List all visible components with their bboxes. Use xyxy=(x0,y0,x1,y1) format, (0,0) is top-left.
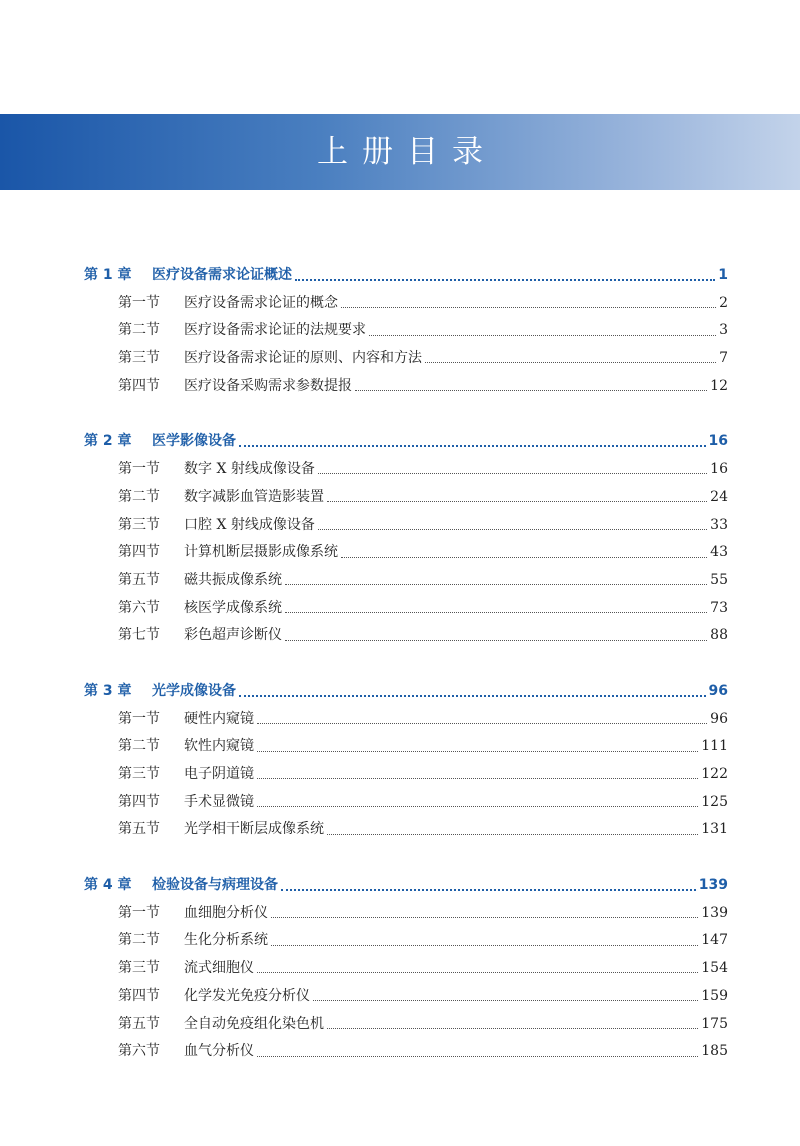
toc-section-row[interactable] xyxy=(0,1038,800,1066)
section-label: 第二节 xyxy=(118,488,160,505)
section-page: 3 xyxy=(719,322,728,339)
toc-chapter xyxy=(0,678,800,844)
section-page: 2 xyxy=(719,294,728,311)
toc-section-row[interactable] xyxy=(0,900,800,928)
section-label: 第三节 xyxy=(118,516,160,533)
toc-section-row[interactable] xyxy=(0,345,800,373)
section-title: 软性内窥镜 xyxy=(184,738,254,755)
section-label: 第一节 xyxy=(118,461,160,478)
dot-leader xyxy=(239,695,706,697)
dot-leader xyxy=(355,390,707,391)
section-title: 光学相干断层成像系统 xyxy=(184,821,324,838)
chapter-title: 医疗设备需求论证概述 xyxy=(152,267,292,283)
section-label: 第一节 xyxy=(118,904,160,921)
chapter-label: 第 1 章 xyxy=(84,267,132,283)
dot-leader xyxy=(425,362,716,363)
section-page: 16 xyxy=(710,461,728,478)
chapter-page: 139 xyxy=(698,877,728,894)
section-title: 血细胞分析仪 xyxy=(184,904,268,921)
section-label: 第一节 xyxy=(118,710,160,727)
chapter-title: 检验设备与病理设备 xyxy=(152,877,278,894)
section-label: 第五节 xyxy=(118,821,160,838)
section-title: 硬性内窥镜 xyxy=(184,710,254,727)
toc-section-row[interactable] xyxy=(0,595,800,623)
toc-section-row[interactable] xyxy=(0,484,800,512)
section-title: 电子阴道镜 xyxy=(184,766,254,782)
toc-section-row[interactable] xyxy=(0,927,800,955)
section-label: 第四节 xyxy=(118,377,160,394)
header-banner xyxy=(0,114,800,190)
toc-section-row[interactable] xyxy=(0,317,800,345)
dot-leader xyxy=(327,501,707,502)
toc-chapter-row[interactable] xyxy=(0,262,800,290)
toc-section-row[interactable] xyxy=(0,816,800,844)
dot-leader xyxy=(341,557,707,558)
toc-section-row[interactable] xyxy=(0,955,800,983)
section-label: 第四节 xyxy=(118,793,160,810)
dot-leader xyxy=(318,529,707,530)
section-title: 医疗设备需求论证的原则、内容和方法 xyxy=(184,350,422,367)
dot-leader xyxy=(313,1000,698,1001)
chapter-title: 医学影像设备 xyxy=(152,433,236,450)
dot-leader xyxy=(271,945,698,946)
section-title: 计算机断层摄影成像系统 xyxy=(184,544,338,561)
section-label: 第四节 xyxy=(118,544,160,561)
section-title: 核医学成像系统 xyxy=(184,599,282,616)
toc-section-row[interactable] xyxy=(0,567,800,595)
toc-chapter-row[interactable] xyxy=(0,678,800,706)
section-title: 手术显微镜 xyxy=(184,793,254,810)
dot-leader xyxy=(285,584,707,585)
dot-leader xyxy=(257,778,698,779)
section-title: 全自动免疫组化染色机 xyxy=(184,1015,324,1032)
section-page: 111 xyxy=(701,738,728,755)
section-page: 122 xyxy=(701,766,728,782)
toc-chapter xyxy=(0,428,800,650)
section-page: 147 xyxy=(701,932,728,949)
section-title: 数字减影血管造影装置 xyxy=(184,488,324,505)
section-page: 96 xyxy=(710,710,728,727)
chapter-label: 第 2 章 xyxy=(84,433,132,450)
section-title: 磁共振成像系统 xyxy=(184,571,282,588)
section-label: 第五节 xyxy=(118,1015,160,1032)
toc-section-row[interactable] xyxy=(0,512,800,540)
section-page: 154 xyxy=(701,960,728,977)
dot-leader xyxy=(327,1028,698,1029)
toc-section-row[interactable] xyxy=(0,983,800,1011)
dot-leader xyxy=(285,612,707,613)
toc-section-row[interactable] xyxy=(0,622,800,650)
section-page: 139 xyxy=(701,904,728,921)
chapter-label: 第 4 章 xyxy=(84,877,132,894)
section-title: 医疗设备采购需求参数提报 xyxy=(184,377,352,394)
section-title: 口腔 X 射线成像设备 xyxy=(184,516,315,533)
chapter-title: 光学成像设备 xyxy=(152,682,236,699)
dot-leader xyxy=(257,972,698,973)
section-page: 131 xyxy=(701,821,728,838)
section-label: 第六节 xyxy=(118,1043,160,1060)
dot-leader xyxy=(327,834,698,835)
dot-leader xyxy=(285,640,707,641)
chapter-label: 第 3 章 xyxy=(84,682,132,699)
section-page: 7 xyxy=(719,350,728,367)
section-label: 第二节 xyxy=(118,322,160,339)
dot-leader xyxy=(318,473,707,474)
section-page: 24 xyxy=(710,488,728,505)
section-title: 化学发光免疫分析仪 xyxy=(184,987,310,1004)
section-title: 生化分析系统 xyxy=(184,932,268,949)
section-title: 医疗设备需求论证的法规要求 xyxy=(184,322,366,339)
section-page: 159 xyxy=(701,987,728,1004)
dot-leader xyxy=(257,723,707,724)
section-page: 125 xyxy=(701,793,728,810)
section-page: 33 xyxy=(710,516,728,533)
section-label: 第五节 xyxy=(118,571,160,588)
section-label: 第七节 xyxy=(118,627,160,644)
toc-section-row[interactable] xyxy=(0,1011,800,1039)
section-label: 第二节 xyxy=(118,932,160,949)
section-label: 第一节 xyxy=(118,294,160,311)
section-label: 第六节 xyxy=(118,599,160,616)
section-title: 彩色超声诊断仪 xyxy=(184,627,282,644)
toc-chapter xyxy=(0,262,800,400)
section-label: 第二节 xyxy=(118,738,160,755)
section-page: 55 xyxy=(710,571,728,588)
dot-leader xyxy=(341,307,716,308)
toc-section-row[interactable] xyxy=(0,539,800,567)
toc-section-row[interactable] xyxy=(0,761,800,789)
toc-section-row[interactable] xyxy=(0,789,800,817)
toc-chapter xyxy=(0,872,800,1066)
dot-leader xyxy=(257,1056,698,1057)
section-page: 175 xyxy=(701,1015,728,1032)
section-page: 43 xyxy=(710,544,728,561)
section-title: 流式细胞仪 xyxy=(184,960,254,977)
dot-leader xyxy=(369,335,716,336)
dot-leader xyxy=(271,917,698,918)
toc-section-row[interactable] xyxy=(0,706,800,734)
dot-leader xyxy=(239,445,706,447)
toc-section-row[interactable] xyxy=(0,290,800,318)
section-title: 数字 X 射线成像设备 xyxy=(184,461,315,478)
section-title: 血气分析仪 xyxy=(184,1043,254,1060)
section-page: 12 xyxy=(710,377,728,394)
dot-leader xyxy=(257,806,698,807)
section-label: 第三节 xyxy=(118,960,160,977)
toc-section-row[interactable] xyxy=(0,733,800,761)
section-title: 医疗设备需求论证的概念 xyxy=(184,294,338,311)
toc-chapter-row[interactable] xyxy=(0,872,800,900)
chapter-page: 96 xyxy=(708,682,728,699)
section-label: 第四节 xyxy=(118,987,160,1004)
section-page: 88 xyxy=(710,627,728,644)
toc-section-row[interactable] xyxy=(0,456,800,484)
chapter-page: 16 xyxy=(708,433,728,450)
chapter-page: 1 xyxy=(718,267,728,283)
page-title: 上册目录 xyxy=(317,134,497,170)
dot-leader xyxy=(281,889,696,891)
table-of-contents xyxy=(0,262,800,1094)
toc-chapter-row[interactable] xyxy=(0,428,800,456)
toc-section-row[interactable] xyxy=(0,373,800,401)
section-label: 第三节 xyxy=(118,350,160,367)
section-label: 第三节 xyxy=(118,766,160,782)
dot-leader xyxy=(257,751,698,752)
dot-leader xyxy=(295,279,715,281)
section-page: 73 xyxy=(710,599,728,616)
section-page: 185 xyxy=(701,1043,728,1060)
